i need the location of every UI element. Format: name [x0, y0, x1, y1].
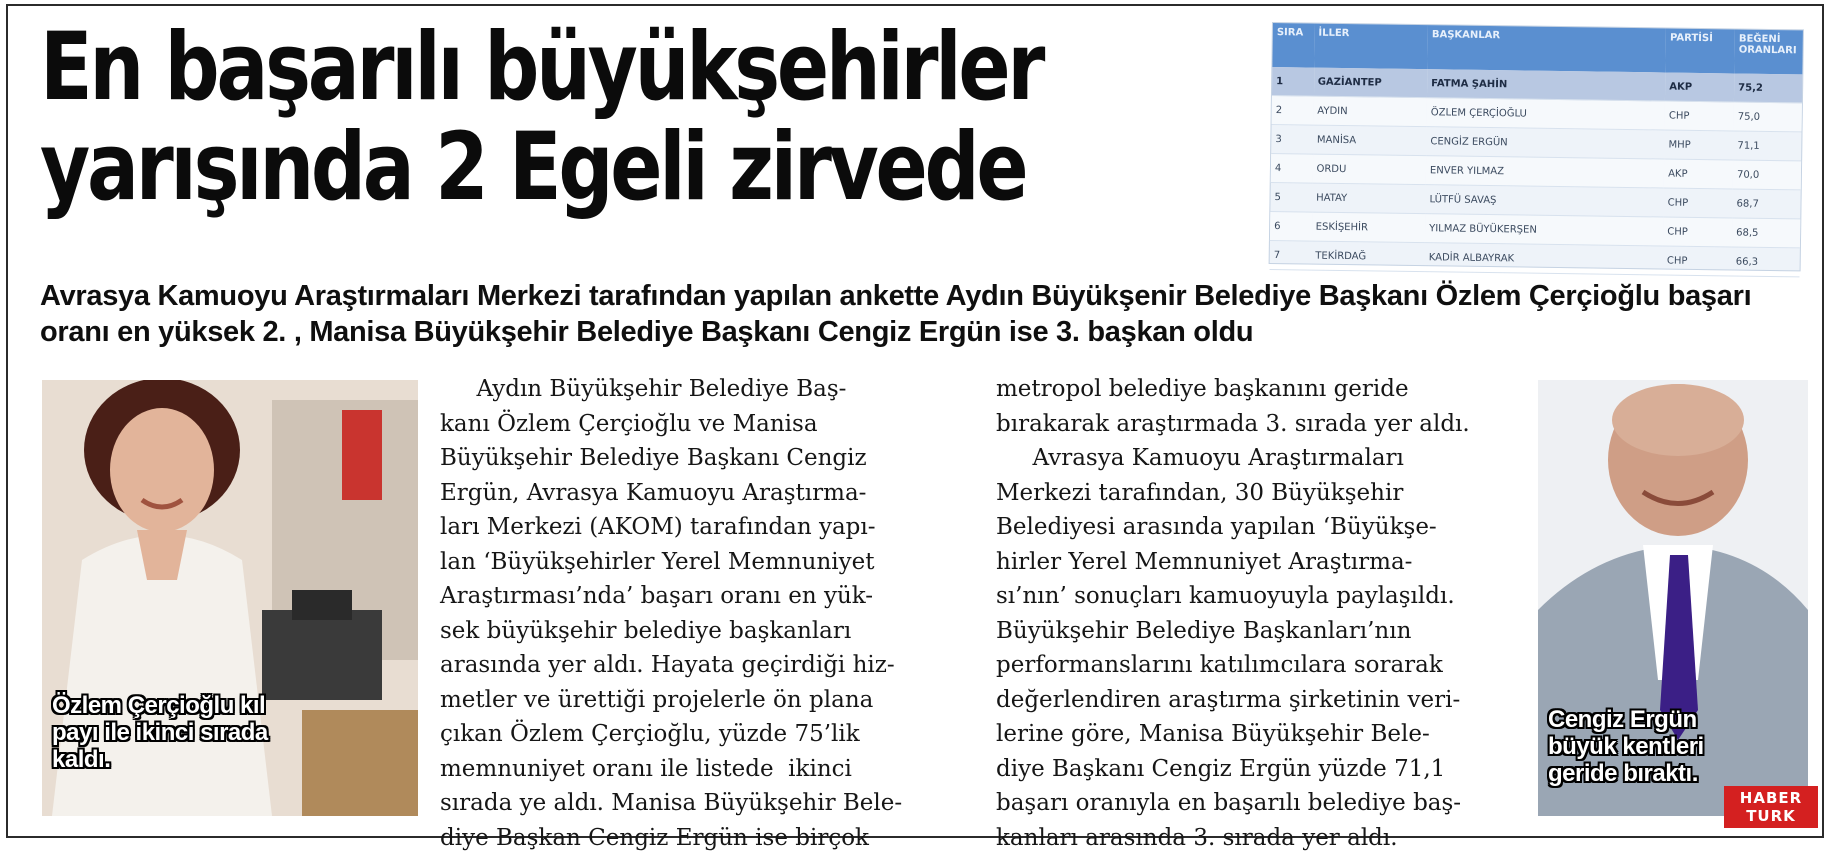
- table-cell: KADİR ALBAYRAK: [1425, 243, 1664, 275]
- table-cell: CENGİZ ERGÜN: [1426, 127, 1665, 159]
- table-cell: 75,0: [1734, 102, 1802, 132]
- table-cell: 75,2: [1734, 73, 1802, 102]
- table-cell: HATAY: [1312, 183, 1426, 214]
- table-cell: 3: [1271, 125, 1313, 155]
- table-cell: AKP: [1665, 72, 1734, 101]
- table-cell: FATMA ŞAHİN: [1427, 69, 1666, 101]
- table-cell: 71,1: [1733, 131, 1801, 161]
- article-column-1: Aydın Büyükşehir Belediye Baş- kanı Özlem Çerçioğlu ve Manisa Büyükşehir Belediye Başkanı Cengiz Ergün, Avrasya Kamuoyu Araştırma- ları Merkezi (AKOM) tarafından yapı- lan ‘Büyükşehirler Yerel Memnuniyet Araştırması’nda’ başarı oranı en yük- sek büyükşehir belediye başkanları arasında yer aldı. Hayata geçirdiği hiz- metler ve ürettiği projelerle ön plana çıkan Özlem Çerçioğlu, yüzde 75’lik memnuniyet oranı ile listede ikinci sırada ye aldı. Manisa Büyükşehir Bele- diye Başkan Cengiz Ergün ise birçok: [440, 376, 903, 851]
- table-cell: ENVER YILMAZ: [1426, 156, 1665, 188]
- photo-cengiz-ergun: [1538, 380, 1808, 816]
- table-cell: AKP: [1664, 159, 1733, 189]
- logo-line-1: HABER: [1739, 789, 1803, 807]
- headline: [40, 13, 1043, 222]
- table-cell: ESKİŞEHİR: [1312, 212, 1426, 243]
- table-cell: 6: [1270, 211, 1312, 241]
- photo-ozlem-cercioglu: [42, 380, 418, 816]
- table-cell: GAZİANTEP: [1314, 68, 1428, 98]
- header-rank: SIRA: [1272, 23, 1314, 68]
- table-cell: LÜTFÜ SAVAŞ: [1425, 185, 1664, 217]
- header-mayor: BAŞKANLAR: [1427, 25, 1666, 72]
- table-cell: YILMAZ BÜYÜKERŞEN: [1425, 214, 1664, 246]
- headline-line-2: yarışında 2 Egeli zirvede: [40, 113, 1026, 222]
- logo-line-2: TURK: [1746, 807, 1796, 825]
- table-cell: 68,5: [1732, 218, 1800, 248]
- table-cell: ORDU: [1312, 154, 1426, 185]
- ranking-table: [1269, 22, 1804, 271]
- table-cell: CHP: [1663, 217, 1732, 247]
- article-subheading: Avrasya Kamuoyu Araştırmaları Merkezi tarafından yapılan ankette Aydın Büyükşenir Belediye Başkanı Özlem Çerçioğlu başarı oranı en yüksek 2. , Manisa Büyükşehir Belediye Başkanı Cengiz Ergün ise 3. başkan oldu: [40, 280, 1752, 348]
- table-cell: TEKİRDAĞ: [1311, 241, 1425, 272]
- table-header-row: [1272, 23, 1803, 74]
- table-cell: 66,3: [1732, 247, 1800, 277]
- table-cell: 2: [1272, 96, 1314, 126]
- table-cell: 68,7: [1732, 189, 1800, 219]
- table-cell: ÖZLEM ÇERÇİOĞLU: [1427, 98, 1666, 130]
- caption-left: Özlem Çerçioğlu kıl payı ile ikinci sırada kaldı.: [52, 692, 268, 773]
- table-cell: CHP: [1664, 188, 1733, 218]
- table-cell: MANİSA: [1313, 125, 1427, 156]
- table-cell: 5: [1270, 182, 1312, 212]
- header-city: İLLER: [1314, 24, 1428, 70]
- header-rate: BEĞENİ ORANLARI: [1734, 29, 1803, 74]
- caption-right: Cengiz Ergün büyük kentleri geride bıraktı.: [1548, 706, 1704, 787]
- table-cell: CHP: [1665, 101, 1734, 131]
- table-cell: CHP: [1663, 246, 1732, 276]
- table-cell: 1: [1272, 67, 1314, 96]
- table-cell: 4: [1271, 154, 1313, 184]
- table-cell: AYDIN: [1313, 96, 1427, 127]
- table-cell: MHP: [1664, 130, 1733, 160]
- table-cell: 70,0: [1733, 160, 1801, 190]
- haberturk-logo: [1724, 786, 1818, 828]
- headline-line-1: En başarılı büyükşehirler: [40, 13, 1043, 122]
- header-party: PARTİSİ: [1666, 29, 1735, 74]
- article-column-2: metropol belediye başkanını geride bırakarak araştırmada 3. sırada yer aldı. Avrasya Kamuoyu Araştırmaları Merkezi tarafından, 30 Büyükşehir Belediyesi arasında yapılan ‘Büyükşe- hirler Yerel Memnuniyet Araştırma- sı’nın’ sonuçları kamuoyuyla paylaşıldı. Büyükşehir Belediye Başkanları’nın performanslarını katılımcılara sorarak değerlendiren araştırma şirketinin veri- lerine göre, Manisa Büyükşehir Bele- diye Başkanı Cengiz Ergün yüzde 71,1 başarı oranıyla en başarılı belediye baş- kanları arasında 3. sırada yer aldı.: [996, 376, 1470, 851]
- table-cell: 7: [1270, 240, 1312, 270]
